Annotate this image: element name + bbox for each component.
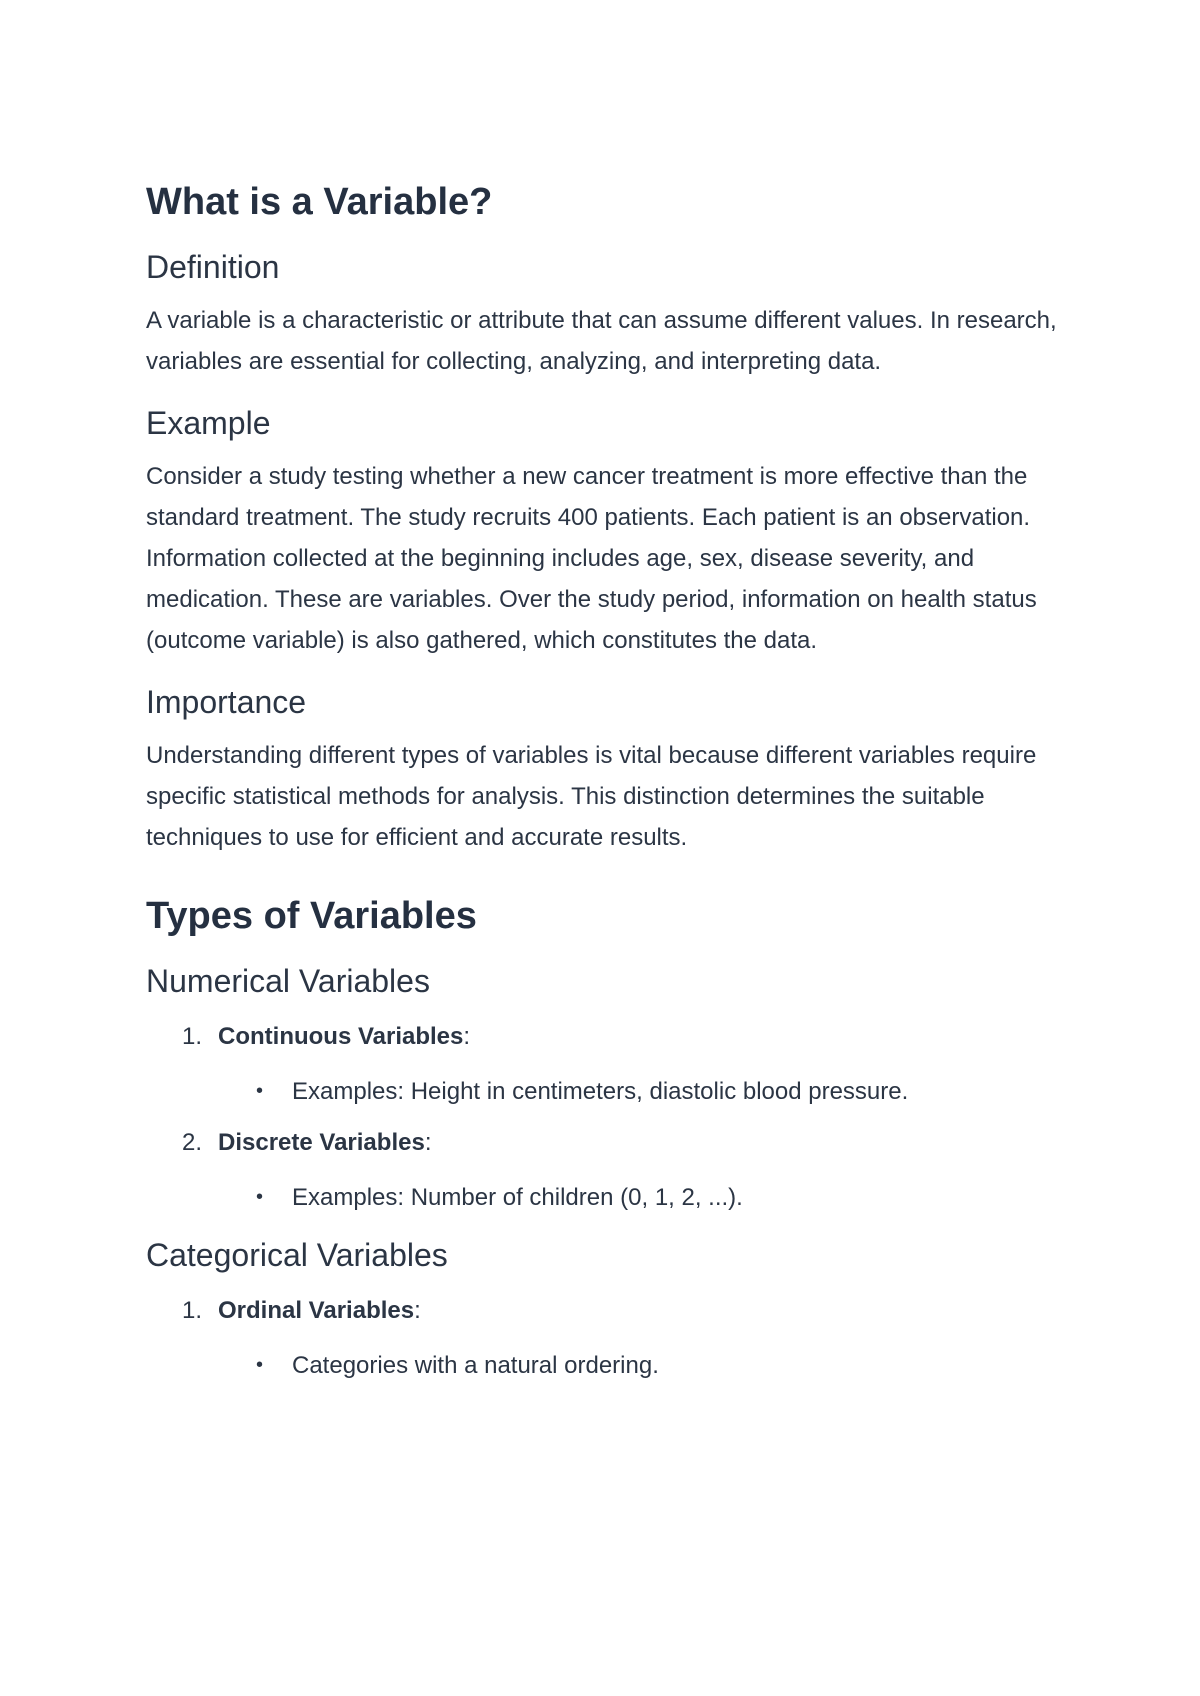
document-page	[146, 170, 1066, 1396]
bullet-icon: •	[256, 1080, 264, 1102]
paragraph-importance: Understanding different types of variables is vital because different variables require specific statistical methods for analysis. This distinction determines the suitable techniques to use for efficient and accurate results.	[146, 742, 1037, 851]
continuous-bullets	[146, 1071, 1066, 1112]
list-item-ordinal	[146, 1290, 1066, 1331]
term-ordinal-variables: Ordinal Variables	[218, 1297, 415, 1324]
heading-example: Example	[146, 405, 271, 441]
list-number: 1.	[182, 1297, 203, 1324]
heading-categorical-variables: Categorical Variables	[146, 1237, 448, 1273]
heading-definition: Definition	[146, 249, 280, 285]
section-title-what-is-variable: What is a Variable?	[146, 181, 493, 223]
term-suffix: :	[463, 1023, 471, 1050]
term-suffix: :	[424, 1129, 432, 1156]
bullet-item	[146, 1345, 1066, 1386]
section-title-types-of-variables: Types of Variables	[146, 895, 477, 937]
list-item-continuous	[146, 1016, 1066, 1057]
heading-numerical-variables: Numerical Variables	[146, 963, 430, 999]
list-number: 2.	[182, 1129, 203, 1156]
list-number: 1.	[182, 1023, 203, 1050]
bullet-text-ordinal: Categories with a natural ordering.	[292, 1352, 659, 1379]
paragraph-definition: A variable is a characteristic or attribute that can assume different values. In research, variables are essential for collecting, analyzing, and interpreting data.	[146, 307, 1057, 375]
bullet-text-continuous-examples: Examples: Height in centimeters, diastolic blood pressure.	[292, 1078, 909, 1105]
term-suffix: :	[414, 1297, 421, 1324]
bullet-icon: •	[256, 1186, 264, 1208]
ordinal-bullets	[146, 1345, 1066, 1386]
categorical-variables-list	[146, 1290, 1066, 1331]
discrete-bullets	[146, 1177, 1066, 1218]
bullet-text-discrete-examples: Examples: Number of children (0, 1, 2, ...).	[292, 1184, 743, 1211]
term-discrete-variables: Discrete Variables	[218, 1129, 425, 1156]
numerical-variables-list	[146, 1016, 1066, 1057]
term-continuous-variables: Continuous Variables	[218, 1023, 464, 1050]
numerical-variables-list-2	[146, 1122, 1066, 1163]
bullet-icon: •	[256, 1354, 264, 1376]
bullet-item	[146, 1071, 1066, 1112]
bullet-item	[146, 1177, 1066, 1218]
list-item-discrete	[146, 1122, 1066, 1163]
paragraph-example: Consider a study testing whether a new cancer treatment is more effective than the standard treatment. The study recruits 400 patients. Each patient is an observation. Information collected at the beginning includes age, sex, disease severity, and medication. These are variables. Over the study period, information on health status (outcome variable) is also gathered, which constitutes the data.	[146, 463, 1037, 654]
heading-importance: Importance	[146, 684, 307, 720]
